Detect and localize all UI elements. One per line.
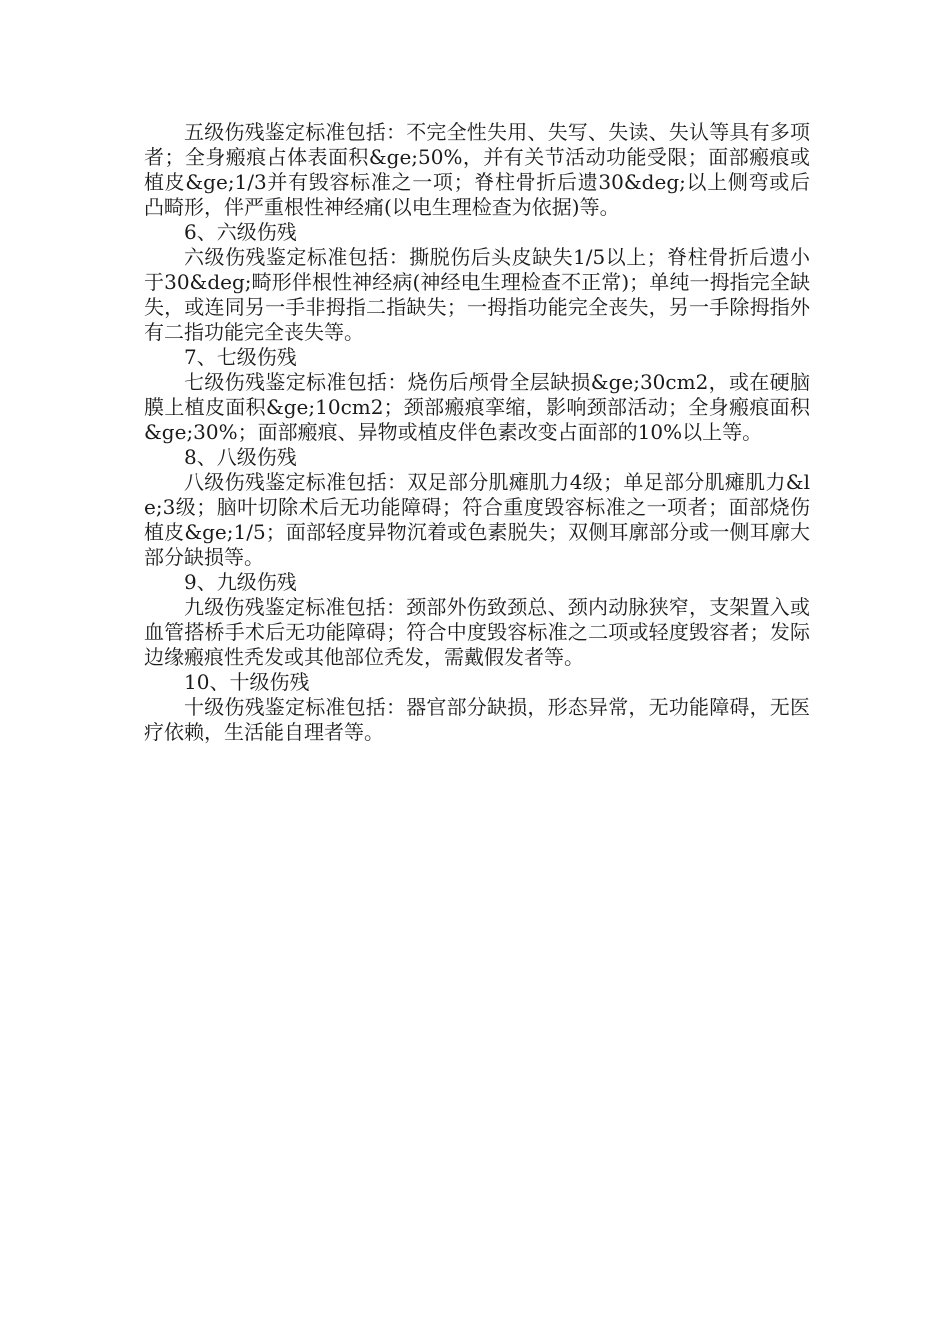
grade-6-description: 六级伤残鉴定标准包括：撕脱伤后头皮缺失1/5以上；脊柱骨折后遗小于30&deg;畸形伴根性神经病(神经电生理检查不正常)；单纯一拇指完全缺失，或连同另一手非拇指二指缺失；一拇指功能完全丧失，另一手除拇指外有二指功能完全丧失等。 xyxy=(144,245,810,344)
grade-8-description: 八级伤残鉴定标准包括：双足部分肌瘫肌力4级；单足部分肌瘫肌力&le;3级；脑叶切除术后无功能障碍；符合重度毁容标准之一项者；面部烧伤植皮&ge;1/5；面部轻度异物沉着或色素脱失；双侧耳廓部分或一侧耳廓大部分缺损等。 xyxy=(144,470,810,569)
grade-10-heading: 10、十级伤残 xyxy=(184,670,310,694)
grade-7-description: 七级伤残鉴定标准包括：烧伤后颅骨全层缺损&ge;30cm2，或在硬脑膜上植皮面积&ge;10cm2；颈部瘢痕挛缩，影响颈部活动；全身瘢痕面积&ge;30%；面部瘢痕、异物或植皮伴色素改变占面部的10%以上等。 xyxy=(144,370,810,444)
document-body xyxy=(144,120,810,745)
grade-5-description: 五级伤残鉴定标准包括：不完全性失用、失写、失读、失认等具有多项者；全身瘢痕占体表面积&ge;50%，并有关节活动功能受限；面部瘢痕或植皮&ge;1/3并有毁容标准之一项；脊柱骨折后遗30&deg;以上侧弯或后凸畸形，伴严重根性神经痛(以电生理检查为依据)等。 xyxy=(144,120,810,219)
grade-9-heading: 9、九级伤残 xyxy=(184,570,297,594)
grade-6-heading: 6、六级伤残 xyxy=(184,220,297,244)
grade-8-heading: 8、八级伤残 xyxy=(184,445,297,469)
grade-9-description: 九级伤残鉴定标准包括：颈部外伤致颈总、颈内动脉狭窄，支架置入或血管搭桥手术后无功能障碍；符合中度毁容标准之二项或轻度毁容者；发际边缘瘢痕性秃发或其他部位秃发，需戴假发者等。 xyxy=(144,595,810,669)
grade-7-heading: 7、七级伤残 xyxy=(184,345,297,369)
grade-10-description: 十级伤残鉴定标准包括：器官部分缺损，形态异常，无功能障碍，无医疗依赖，生活能自理者等。 xyxy=(144,695,810,744)
